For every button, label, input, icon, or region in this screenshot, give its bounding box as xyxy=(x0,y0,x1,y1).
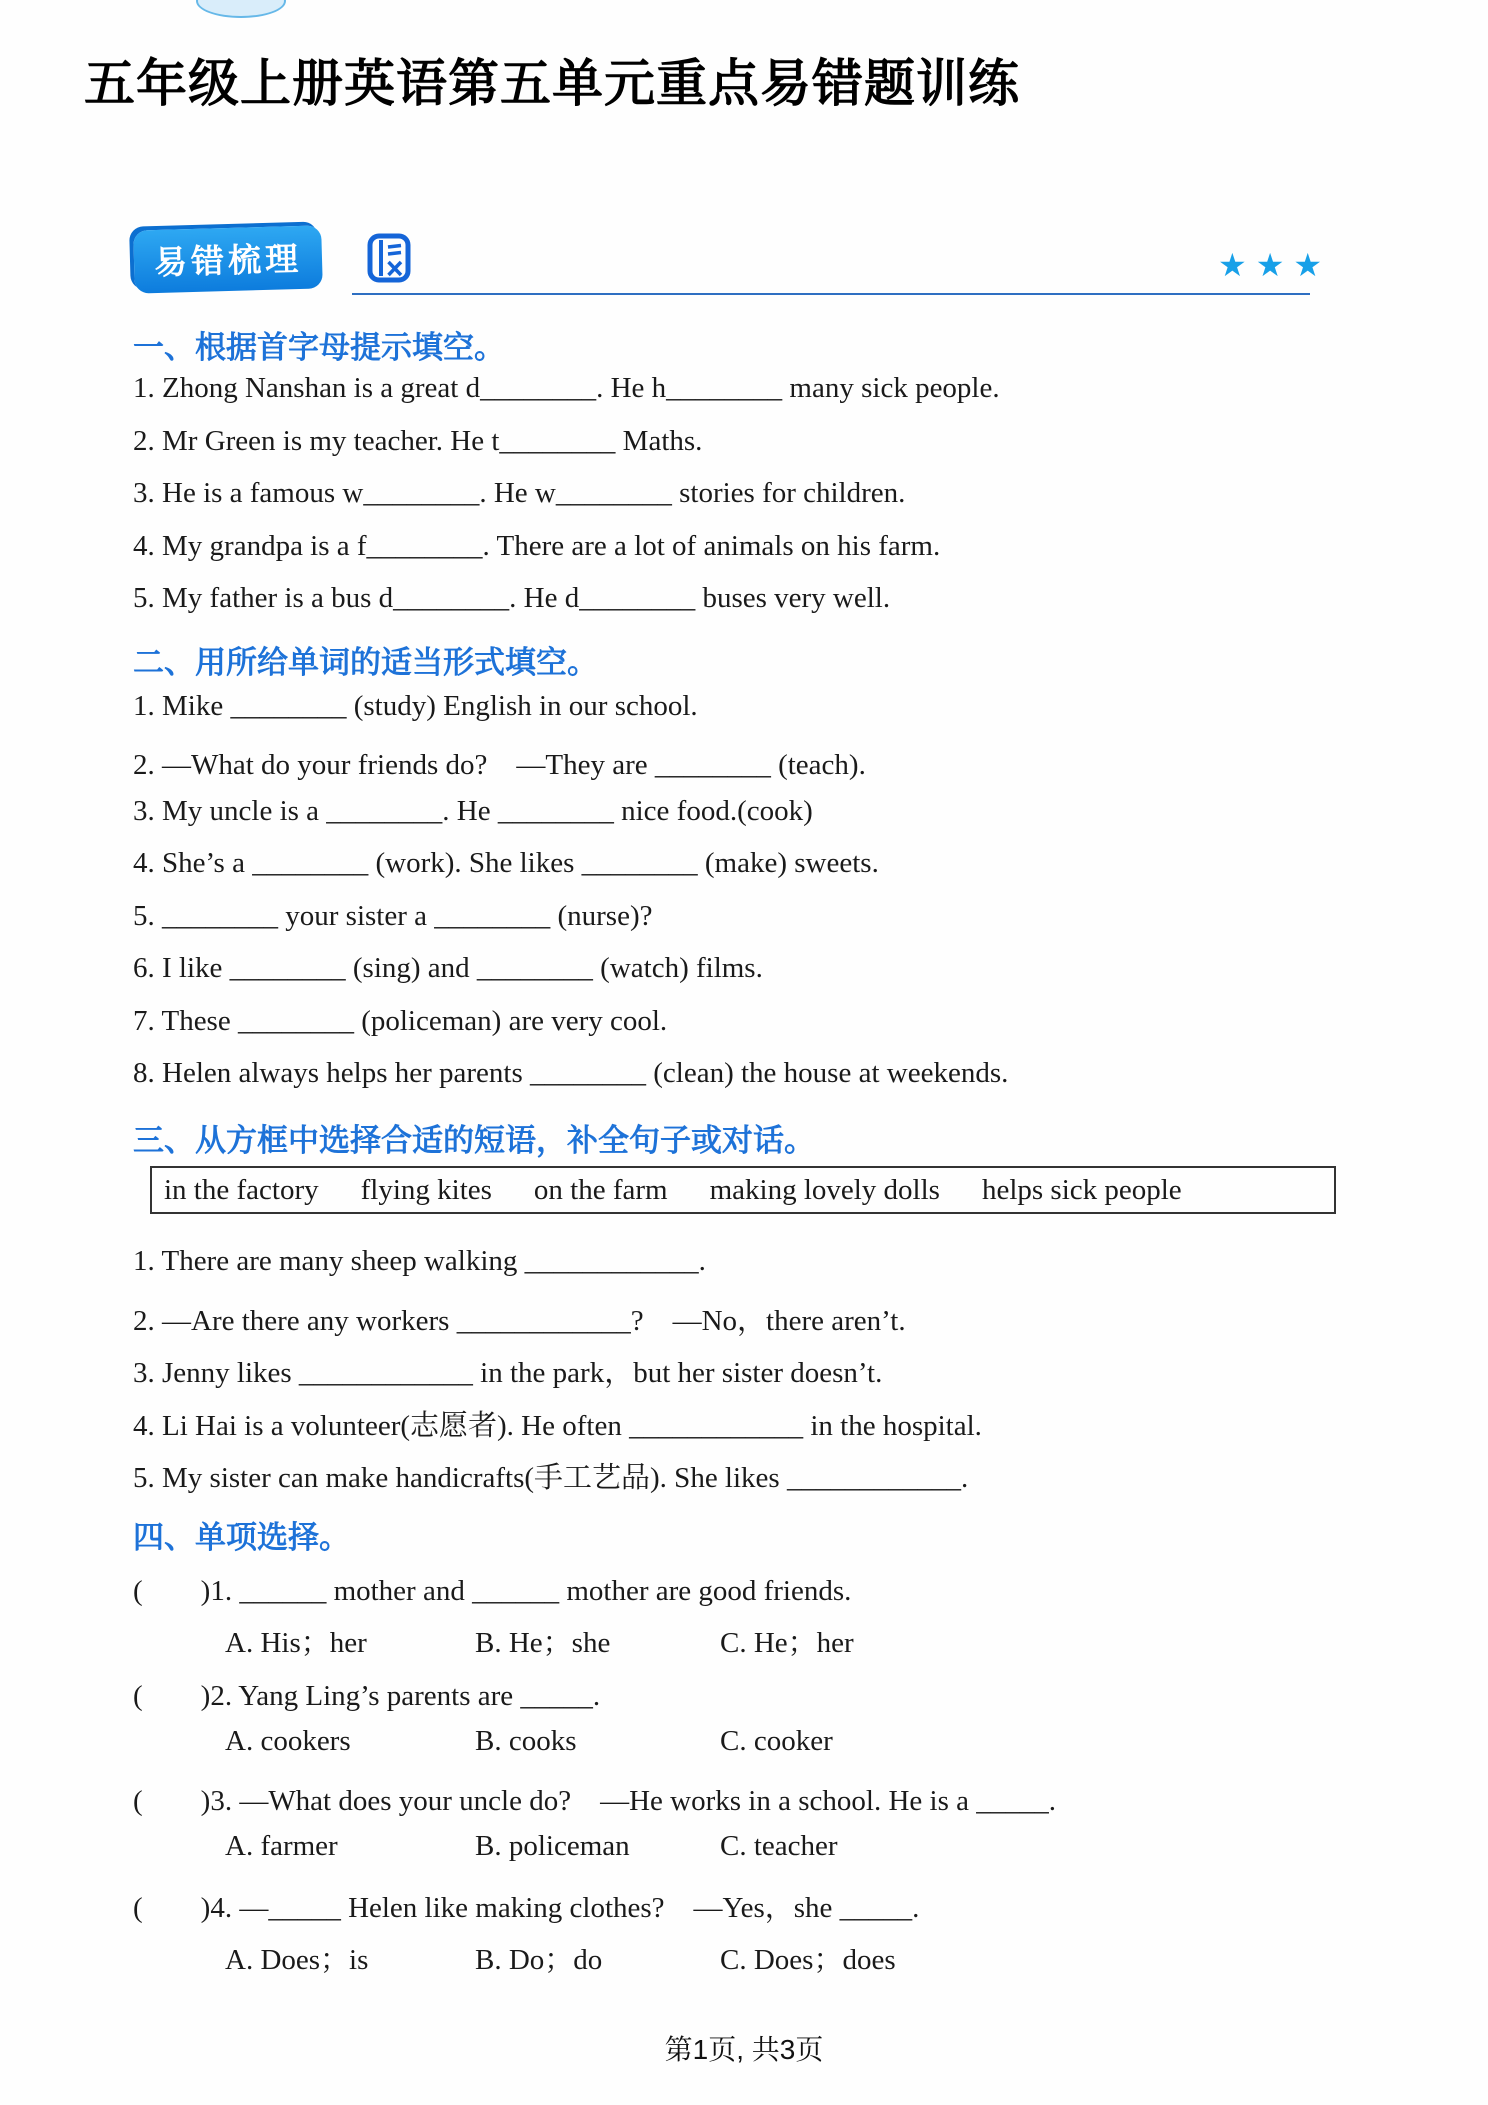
rating-stars-icon: ★★★ xyxy=(1218,246,1332,284)
mc4-option-b: B. Do；do xyxy=(475,1944,603,1976)
error-review-badge: 易错梳理 xyxy=(133,225,323,293)
s3-item-3: 3. Jenny likes ____________ in the park，but her sister doesn’t. xyxy=(133,1357,883,1389)
page-number: 第1页, 共3页 xyxy=(664,2034,824,2065)
s3-item-5: 5. My sister can make handicrafts(手工艺品). She likes ____________. xyxy=(133,1462,969,1494)
s1-item-2: 2. Mr Green is my teacher. He t________ Maths. xyxy=(133,425,703,457)
s2-item-8: 8. Helen always helps her parents ________ (clean) the house at weekends. xyxy=(133,1057,1009,1089)
mc2-option-c: C. cooker xyxy=(720,1725,833,1757)
s2-item-5: 5. ________ your sister a ________ (nurse)? xyxy=(133,900,653,932)
phrase-5: helps sick people xyxy=(981,1173,1182,1206)
s3-item-2: 2. —Are there any workers ____________? —No，there aren’t. xyxy=(133,1305,906,1337)
s2-item-1: 1. Mike ________ (study) English in our school. xyxy=(133,690,698,722)
mc-question-4-stem: ( )4. —_____ Helen like making clothes? —Yes，she _____. xyxy=(133,1892,920,1924)
mc3-option-b: B. policeman xyxy=(475,1830,630,1862)
section-3-heading: 三、从方框中选择合适的短语，补全句子或对话。 xyxy=(133,1123,815,1158)
phrase-4: making lovely dolls xyxy=(709,1173,940,1206)
header-divider-line xyxy=(352,293,1310,295)
mc4-option-c: C. Does；does xyxy=(720,1944,896,1976)
mc2-option-a: A. cookers xyxy=(225,1725,351,1757)
mc2-option-b: B. cooks xyxy=(475,1725,577,1757)
mc-question-2-options xyxy=(225,1725,833,1758)
s1-item-3: 3. He is a famous w________. He w________ stories for children. xyxy=(133,477,906,509)
s1-item-5: 5. My father is a bus d________. He d________ buses very well. xyxy=(133,582,891,614)
mc1-option-a: A. His；her xyxy=(225,1627,367,1659)
error-list-icon xyxy=(366,232,412,289)
mc1-option-b: B. He；she xyxy=(475,1627,611,1659)
s1-item-4: 4. My grandpa is a f________. There are a lot of animals on his farm. xyxy=(133,530,941,562)
section-4-heading: 四、单项选择。 xyxy=(133,1520,350,1555)
s2-item-6: 6. I like ________ (sing) and ________ (watch) films. xyxy=(133,952,763,984)
mc1-option-c: C. He；her xyxy=(720,1627,854,1659)
s2-item-2: 2. —What do your friends do? —They are ________ (teach). xyxy=(133,749,866,781)
s3-item-4: 4. Li Hai is a volunteer(志愿者). He often ____________ in the hospital. xyxy=(133,1410,982,1442)
mc-question-3-stem: ( )3. —What does your uncle do? —He works in a school. He is a _____. xyxy=(133,1785,1056,1817)
section-2-heading: 二、用所给单词的适当形式填空。 xyxy=(133,645,598,680)
mc3-option-a: A. farmer xyxy=(225,1830,338,1862)
section-1-heading: 一、根据首字母提示填空。 xyxy=(133,330,505,365)
phrase-3: on the farm xyxy=(533,1173,668,1206)
phrase-2: flying kites xyxy=(360,1173,492,1206)
phrase-1: in the factory xyxy=(164,1173,319,1206)
scan-blob-decoration xyxy=(196,0,286,18)
mc4-option-a: A. Does；is xyxy=(225,1944,369,1976)
mc-question-4-options xyxy=(225,1937,896,1978)
s1-item-1: 1. Zhong Nanshan is a great d________. He h________ many sick people. xyxy=(133,372,1000,404)
mc3-option-c: C. teacher xyxy=(720,1830,838,1862)
s2-item-4: 4. She’s a ________ (work). She likes ________ (make) sweets. xyxy=(133,847,879,879)
mc-question-3-options xyxy=(225,1830,838,1863)
mc-question-1-stem: ( )1. ______ mother and ______ mother are good friends. xyxy=(133,1575,852,1607)
phrase-choice-box xyxy=(150,1166,1336,1214)
s2-item-7: 7. These ________ (policeman) are very cool. xyxy=(133,1005,668,1037)
page-title: 五年级上册英语第五单元重点易错题训练 xyxy=(84,55,1021,112)
s2-item-3: 3. My uncle is a ________. He ________ nice food.(cook) xyxy=(133,795,813,827)
mc-question-2-stem: ( )2. Yang Ling’s parents are _____. xyxy=(133,1680,601,1712)
s3-item-1: 1. There are many sheep walking ____________. xyxy=(133,1245,706,1277)
mc-question-1-options xyxy=(225,1620,854,1661)
